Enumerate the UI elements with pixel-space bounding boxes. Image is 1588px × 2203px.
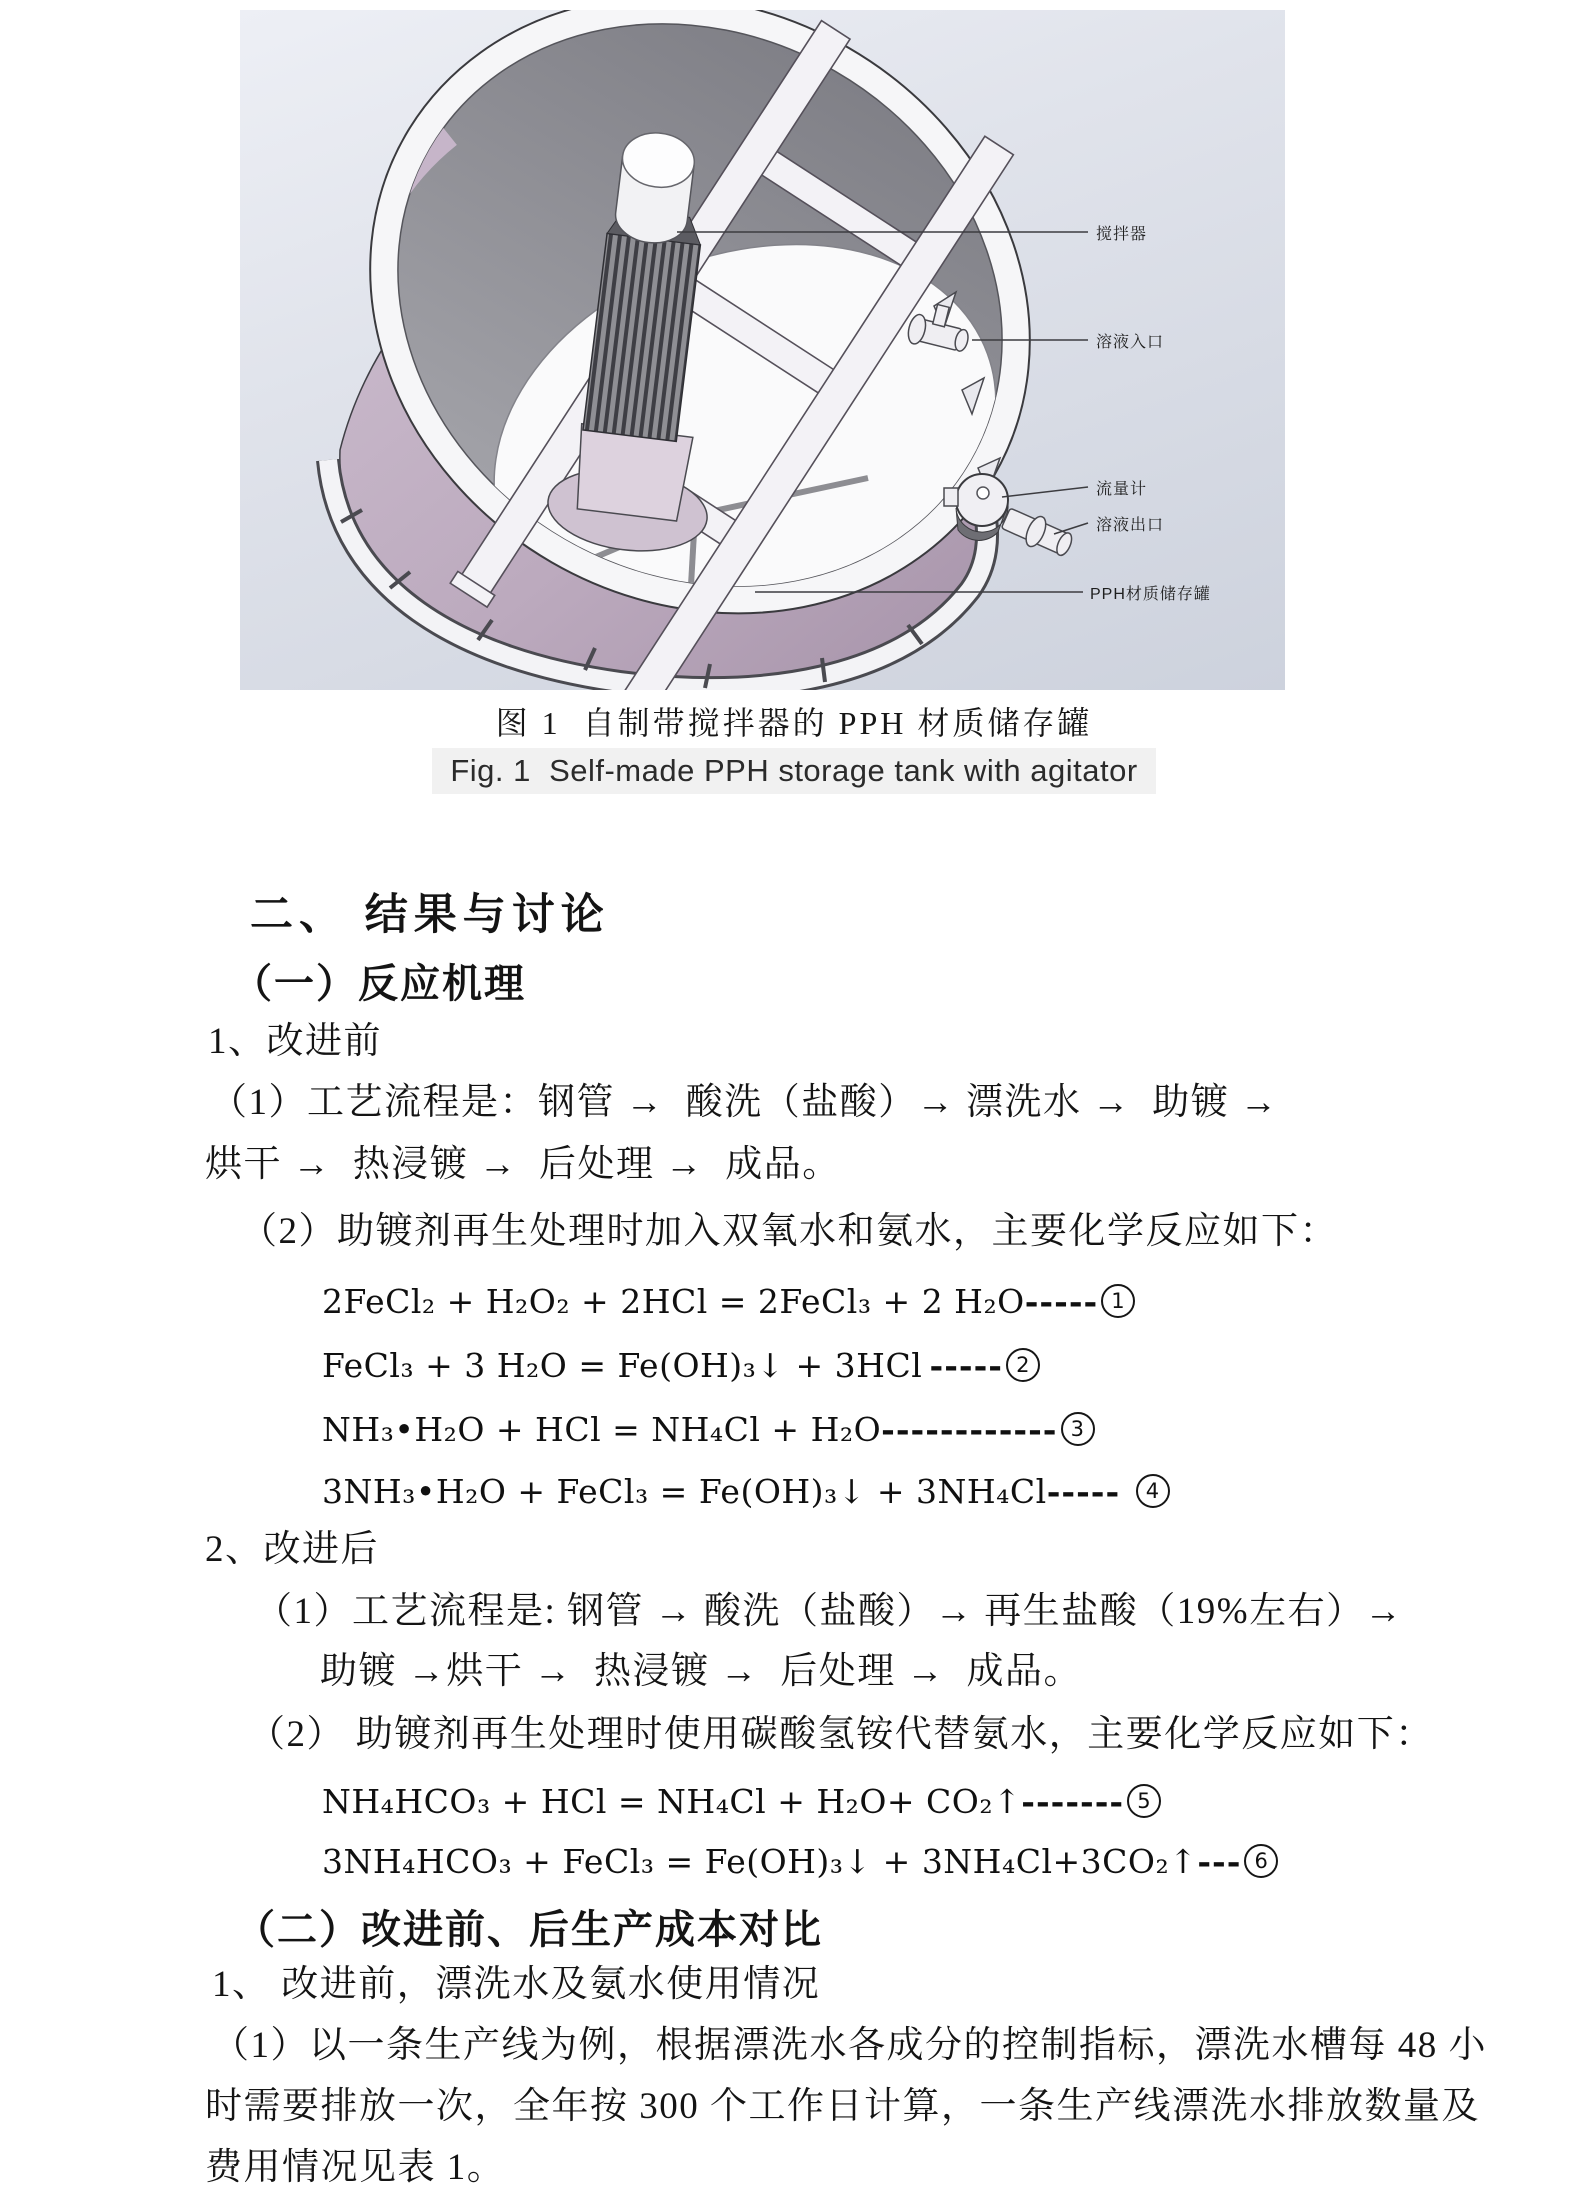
figure-caption-en: Fig. 1 Self-made PPH storage tank with agitator (432, 748, 1155, 794)
section-heading: 二、 结果与讨论 (250, 892, 610, 939)
equation-formula: 3NH₃•H₂O + FeCl₃ = Fe(OH)₃↓ + 3NH₄Cl (322, 1471, 1047, 1511)
equation-ref (1021, 1782, 1161, 1821)
process-flow-before-2: 烘干 → 热浸镀 → 后处理 → 成品。 (205, 1144, 841, 1185)
outlet-nozzle (999, 503, 1076, 561)
equation-number-badge: 4 (1136, 1474, 1170, 1508)
figure-1-image (240, 10, 1285, 690)
equation-formula: 3NH₄HCO₃ + FeCl₃ = Fe(OH)₃↓ + 3NH₄Cl+3CO₂↑ (322, 1841, 1198, 1881)
equation-formula: FeCl₃ + 3 H₂O = Fe(OH)₃↓ + 3HCl (322, 1345, 923, 1385)
process-flow-before-1: （1）工艺流程是：钢管 → 酸洗（盐酸）→ 漂洗水 → 助镀 → (210, 1082, 1279, 1123)
equation-dashes: ------- (1021, 1781, 1125, 1821)
figure-caption-cn: 图 1 自制带搅拌器的 PPH 材质储存罐 (495, 705, 1093, 741)
chemical-equation-2 (322, 1342, 1040, 1388)
equation-number-badge: 3 (1061, 1412, 1095, 1446)
chemical-equation-1 (322, 1278, 1126, 1324)
equation-ref (1047, 1472, 1170, 1511)
equation-formula: 2FeCl₂ + H₂O₂ + 2HCl = 2FeCl₃ + 2 H₂O (322, 1281, 1025, 1321)
equation-number-badge: 1 (1101, 1284, 1135, 1318)
chemical-equation-6 (322, 1838, 1269, 1884)
equation-number-badge: 2 (1006, 1348, 1040, 1382)
equation-dashes: --- (1197, 1841, 1242, 1881)
item-usage: 1、 改进前，漂洗水及氨水使用情况 (212, 1964, 821, 2005)
storage-tank-drawing (240, 10, 1285, 690)
label-outlet: 溶液出口 (1096, 517, 1165, 534)
equation-ref (881, 1410, 1094, 1449)
chemical-equation-3 (322, 1406, 1085, 1452)
equation-number-badge: 6 (1244, 1844, 1278, 1878)
equation-dashes: ----- (929, 1345, 1003, 1385)
equation-formula: NH₄HCO₃ + HCl = NH₄Cl + H₂O+ CO₂↑ (322, 1781, 1022, 1821)
equation-ref (930, 1346, 1040, 1385)
subsection-2-heading: （二）改进前、后生产成本对比 (235, 1907, 823, 1952)
para-reactions-after: （2） 助镀剂再生处理时使用碳酸氢铵代替氨水，主要化学反应如下： (248, 1714, 1434, 1755)
equation-ref (1197, 1842, 1278, 1881)
para-reactions-before: （2）助镀剂再生处理时加入双氧水和氨水，主要化学反应如下： (240, 1211, 1338, 1252)
process-flow-after-2: 助镀 →烘干 → 热浸镀 → 后处理 → 成品。 (320, 1651, 1082, 1692)
label-inlet: 溶液入口 (1096, 334, 1165, 351)
label-flow-meter: 流量计 (1096, 481, 1148, 498)
chemical-equation-5 (322, 1778, 1152, 1824)
item-before: 1、改进前 (208, 1021, 382, 1062)
equation-number-badge: 5 (1127, 1784, 1161, 1818)
label-agitator: 搅拌器 (1096, 226, 1148, 243)
equation-dashes: ----- (1024, 1281, 1099, 1321)
equation-dashes: ----- (1046, 1471, 1133, 1511)
subsection-1-heading: （一）反应机理 (232, 961, 526, 1006)
equation-formula: NH₃•H₂O + HCl = NH₄Cl + H₂O (322, 1409, 882, 1449)
chemical-equation-4 (322, 1468, 1160, 1514)
label-tank-material: PPH材质储存罐 (1090, 586, 1211, 603)
para-cost-3: 费用情况见表 1。 (205, 2147, 506, 2188)
equation-dashes: ------------ (881, 1409, 1058, 1449)
para-cost-2: 时需要排放一次，全年按 300 个工作日计算，一条生产线漂洗水排放数量及 (205, 2086, 1480, 2127)
item-after: 2、改进后 (205, 1529, 379, 1570)
equation-ref (1025, 1282, 1135, 1321)
figure-caption-en-row (0, 748, 1588, 794)
process-flow-after-1: （1）工艺流程是: 钢管 → 酸洗（盐酸）→ 再生盐酸（19%左右）→ (255, 1591, 1404, 1632)
para-cost-1: （1）以一条生产线为例，根据漂洗水各成分的控制指标，漂洗水槽每 48 小 (212, 2025, 1487, 2066)
